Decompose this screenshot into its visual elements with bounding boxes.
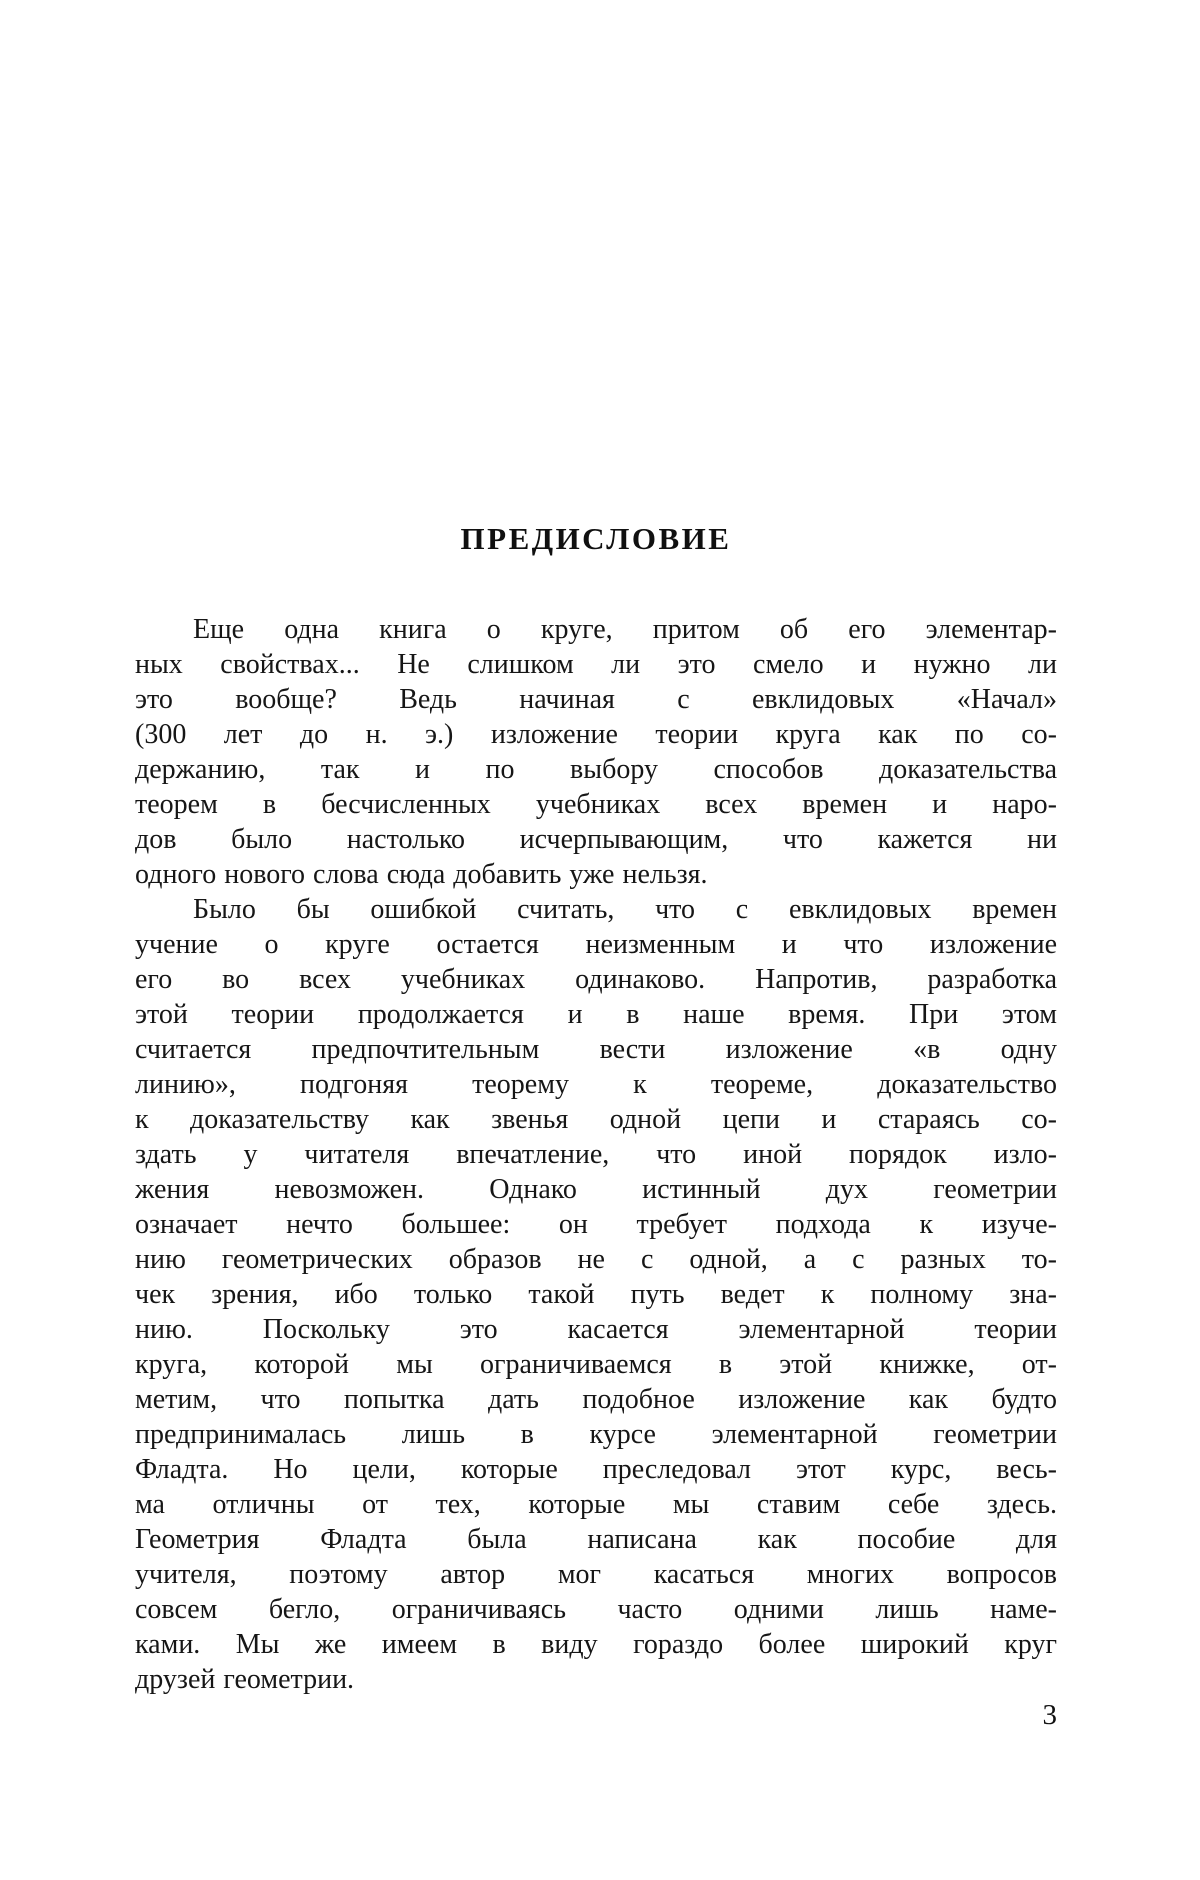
text-line: одного нового слова сюда добавить уже нельзя. (135, 859, 708, 890)
text-line: Еще одна книга о круге, притом об его элементар- (193, 614, 1057, 645)
text-line: предпринималась лишь в курсе элементарной геометрии (135, 1419, 1057, 1450)
text-line: друзей геометрии. (135, 1664, 355, 1695)
text-line: Фладта. Но цели, которые преследовал этот курс, весь- (135, 1454, 1057, 1485)
text-line: означает нечто большее: он требует подхода к изуче- (135, 1209, 1057, 1240)
text-line: учение о круге остается неизменным и что изложение (135, 929, 1057, 960)
text-line: круга, которой мы ограничиваемся в этой книжке, от- (135, 1349, 1057, 1380)
text-line: чек зрения, ибо только такой путь ведет к полному зна- (135, 1279, 1057, 1310)
text-line: ма отличны от тех, которые мы ставим себе здесь. (135, 1489, 1057, 1520)
text-line: этой теории продолжается и в наше время. При этом (135, 999, 1057, 1030)
text-line: нию геометрических образов не с одной, а с разных то- (135, 1244, 1057, 1275)
page-number: 3 (1042, 1699, 1057, 1731)
text-line: нию. Поскольку это касается элементарной теории (135, 1314, 1057, 1345)
body-text (135, 612, 1057, 1697)
text-line: его во всех учебниках одинаково. Напротив, разработка (135, 964, 1057, 995)
text-line: здать у читателя впечатление, что иной порядок изло- (135, 1139, 1057, 1170)
text-line: к доказательству как звенья одной цепи и стараясь со- (135, 1104, 1057, 1135)
text-line: Геометрия Фладта была написана как пособие для (135, 1524, 1057, 1555)
text-line: держанию, так и по выбору способов доказательства (135, 754, 1057, 785)
text-line: жения невозможен. Однако истинный дух геометрии (135, 1174, 1057, 1205)
text-line: совсем бегло, ограничиваясь часто одними лишь наме- (135, 1594, 1057, 1625)
text-line: теорем в бесчисленных учебниках всех времен и наро- (135, 789, 1057, 820)
text-line: ками. Мы же имеем в виду гораздо более широкий круг (135, 1629, 1057, 1660)
text-line: считается предпочтительным вести изложение «в одну (135, 1034, 1057, 1065)
text-line: Было бы ошибкой считать, что с евклидовых времен (193, 894, 1057, 925)
text-line: (300 лет до н. э.) изложение теории круга как по со- (135, 719, 1057, 750)
text-line: линию», подгоняя теорему к теореме, доказательство (135, 1069, 1057, 1100)
text-line: дов было настолько исчерпывающим, что кажется ни (135, 824, 1057, 855)
text-line: учителя, поэтому автор мог касаться многих вопросов (135, 1559, 1057, 1590)
text-line: это вообще? Ведь начиная с евклидовых «Начал» (135, 684, 1057, 715)
content-column (135, 520, 1057, 1697)
text-line: ных свойствах... Не слишком ли это смело и нужно ли (135, 649, 1057, 680)
page-title: ПРЕДИСЛОВИЕ (460, 521, 732, 556)
text-line: метим, что попытка дать подобное изложение как будто (135, 1384, 1057, 1415)
